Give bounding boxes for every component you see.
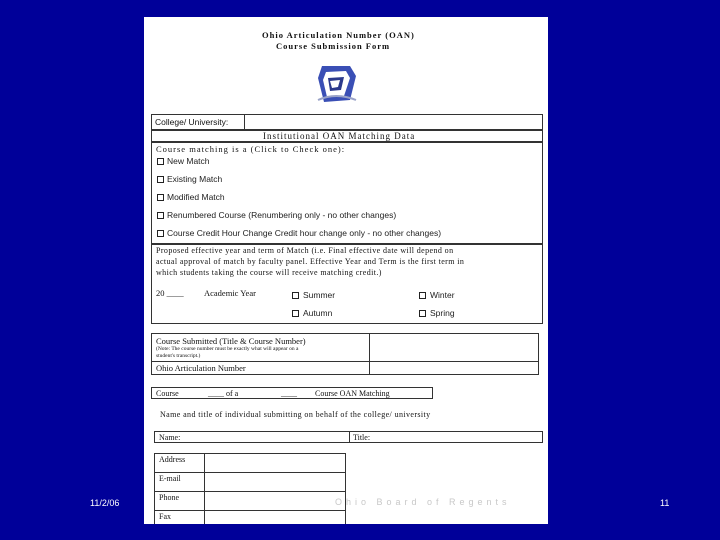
matching-prompt: Course matching is a (Click to Check one): (156, 144, 346, 154)
regents-seal-logo (314, 62, 360, 106)
spring-checkbox[interactable] (419, 310, 426, 317)
new-match-checkbox[interactable] (157, 158, 164, 165)
title-label: Title: (353, 433, 371, 442)
credit-hour-change-checkbox[interactable] (157, 230, 164, 237)
existing-match-label: Existing Match (167, 174, 223, 184)
email-input[interactable] (205, 473, 345, 490)
fax-label: Fax (159, 512, 171, 521)
form-title: Ohio Articulation Number (OAN) (262, 30, 415, 40)
credit-hour-change-label: Course Credit Hour Change Credit hour change only - no other changes) (167, 228, 442, 238)
ohio-articulation-label: Ohio Articulation Number (156, 363, 246, 373)
form-subtitle: Course Submission Form (276, 41, 391, 51)
address-label: Address (159, 455, 186, 464)
college-label: College/ University: (155, 117, 229, 127)
ohio-articulation-input[interactable] (370, 362, 538, 374)
winter-label: Winter (430, 290, 455, 300)
summer-label: Summer (303, 290, 336, 300)
slide-date: 11/2/06 (90, 498, 120, 508)
proposed-text-line1: Proposed effective year and term of Match (i.e. Final effective date will depend on (156, 246, 454, 255)
submitter-prompt: Name and title of individual submitting on behalf of the college/ university (160, 410, 431, 419)
phone-input[interactable] (205, 492, 345, 509)
address-input[interactable] (205, 454, 345, 471)
section-heading: Institutional OAN Matching Data (263, 131, 416, 141)
effective-term-block (151, 244, 543, 324)
summer-checkbox[interactable] (292, 292, 299, 299)
spring-label: Spring (430, 308, 455, 318)
form-document (144, 17, 548, 524)
blank-line: ____ (281, 389, 297, 398)
phone-label: Phone (159, 493, 179, 502)
academic-year-label: Academic Year (204, 288, 256, 298)
course-word: Course (156, 389, 179, 398)
course-submitted-input[interactable] (370, 334, 538, 361)
name-input[interactable] (189, 432, 348, 442)
new-match-label: New Match (167, 156, 210, 166)
autumn-label: Autumn (303, 308, 333, 318)
existing-match-checkbox[interactable] (157, 176, 164, 183)
slide-page-number: 11 (660, 498, 670, 508)
email-label: E-mail (159, 474, 181, 483)
of-a-text: ____ of a (208, 389, 239, 398)
course-oan-matching-label: Course OAN Matching (315, 389, 390, 398)
proposed-text-line2: actual approval of match by faculty panel. Effective Year and Term is the first term in (156, 257, 465, 266)
autumn-checkbox[interactable] (292, 310, 299, 317)
winter-checkbox[interactable] (419, 292, 426, 299)
modified-match-checkbox[interactable] (157, 194, 164, 201)
title-input[interactable] (379, 432, 542, 442)
course-submitted-label: Course Submitted (Title & Course Number) (156, 336, 306, 346)
college-input[interactable] (245, 115, 542, 129)
renumbered-course-checkbox[interactable] (157, 212, 164, 219)
name-label: Name: (159, 433, 181, 442)
year-prefix: 20 ____ (156, 288, 184, 298)
course-submitted-note-line2: student's transcript.) (156, 353, 201, 359)
slide-footer-text: Ohio Board of Regents (335, 497, 511, 507)
proposed-text-line3: which students taking the course will receive matching credit.) (156, 268, 382, 277)
course-submitted-note-line1: (Note: The course number must be exactly what will appear on a (156, 346, 299, 352)
renumbered-course-label: Renumbered Course (Renumbering only - no other changes) (167, 210, 397, 220)
modified-match-label: Modified Match (167, 192, 225, 202)
fax-input[interactable] (205, 511, 345, 524)
